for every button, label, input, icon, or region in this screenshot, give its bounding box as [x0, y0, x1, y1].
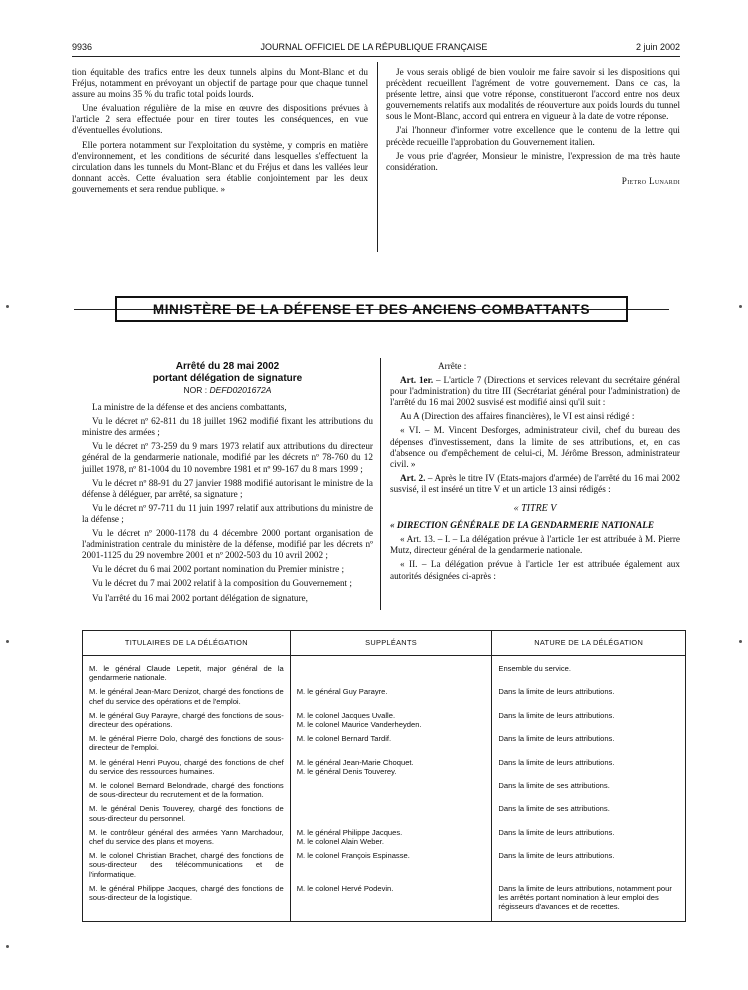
paragraph: Une évaluation régulière de la mise en œuvre des dispositions prévues à l'article 2 sera effectuée pour en tirer toutes les conséquences, en vue d'éventuelles évolutions.	[72, 103, 368, 136]
table-row	[83, 709, 686, 732]
suppleant-name: M. le colonel Bernard Tardif.	[296, 734, 392, 744]
paragraph: Je vous prie d'agréer, Monsieur le ministre, l'expression de ma très haute considération.	[386, 150, 680, 172]
cell-nature: Ensemble du service.	[492, 656, 686, 686]
paragraph: Je vous serais obligé de bien vouloir me faire savoir si les dispositions qui précèdent recueillent l'agrément de votre gouvernement. Dans ce cas, la présente lettre, ainsi que votre réponse, constitueront l'accord entre nos deux gouvernements relatifs aux modalités de réouverture aux poids lourds du tunnel sous le Mont-Blanc, accord qui entrera en vigueur à la date de votre réponse.	[386, 67, 680, 122]
header-titulaires: TITULAIRES DE LA DÉLÉGATION	[83, 631, 291, 656]
article-13-i: « Art. 13. – I. – La délégation prévue à l'article 1er est attribuée à M. Pierre Mutz, directeur général de la gendarmerie nationale.	[390, 534, 680, 556]
paragraph: Vu le décret nº 2000-1178 du 4 décembre 2000 portant organisation de l'administration centrale du ministère de la défense, modifié par les décrets nº 2001-1125 du 29 novembre 2001 et nº 2002-503 du 10 avril 2002 ;	[82, 528, 373, 561]
table-row	[83, 826, 686, 849]
paragraph: Vu le décret du 7 mai 2002 relatif à la composition du Gouvernement ;	[92, 578, 352, 589]
cell-suppleants	[290, 802, 492, 825]
cell-titulaire: M. le général Henri Puyou, chargé des fonctions de chef du service des ressources humaines.	[83, 756, 291, 779]
arrete-left-column	[82, 361, 373, 607]
cell-suppleants	[290, 756, 492, 779]
cell-suppleants	[290, 656, 492, 686]
titre-v-heading: « TITRE V	[513, 503, 557, 515]
cell-nature: Dans la limite de leurs attributions, notamment pour les arrêtés portant nomination à leur emploi des régisseurs d'avances et de recettes.	[492, 882, 686, 922]
top-left-column	[72, 67, 368, 198]
cell-titulaire: M. le général Denis Touverey, chargé des fonctions de sous-directeur du personnel.	[83, 802, 291, 825]
arrete-right-column	[390, 361, 680, 585]
top-right-column	[386, 67, 680, 187]
paragraph: Au A (Direction des affaires financières), le VI est ainsi rédigé :	[400, 411, 635, 422]
paragraph: Vu le décret nº 97-711 du 11 juin 1997 relatif aux attributions du ministre de la défense ;	[82, 502, 373, 524]
table-row	[83, 849, 686, 882]
page-number: 9936	[72, 42, 93, 52]
table-row	[83, 732, 686, 755]
cell-titulaire: M. le général Philippe Jacques, chargé des fonctions de sous-directeur de la logistique.	[83, 882, 291, 922]
cell-titulaire: M. le colonel Bernard Belondrade, chargé des fonctions de sous-directeur du recrutement et de la formation.	[83, 779, 291, 802]
cell-titulaire: M. le général Pierre Dolo, chargé des fonctions de sous-directeur de l'emploi.	[83, 732, 291, 755]
paragraph: Vu le décret nº 73-259 du 9 mars 1973 relatif aux attributions du directeur général de la gendarmerie nationale, modifié par les décrets nº 78-760 du 12 juillet 1978, nº 81-1004 du 10 novembre 1981 et nº 99-167 du 8 mars 1999 ;	[82, 441, 373, 474]
page-date: 2 juin 2002	[635, 42, 680, 52]
article-2: Art. 2. – Après le titre IV (Etats-majors d'armée) de l'arrêté du 16 mai 2002 susvisé, il est inséré un titre V et un article 13 ainsi rédigés :	[390, 472, 680, 494]
cell-suppleants	[290, 779, 492, 802]
paragraph: Vu le décret du 6 mai 2002 portant nomination du Premier ministre ;	[92, 564, 345, 575]
paragraph: Vu le décret nº 88-91 du 27 janvier 1988 modifié autorisant le ministre de la défense à déléguer, par arrêté, sa signature ;	[82, 477, 373, 499]
cell-suppleants	[290, 882, 492, 922]
signature: Pietro Lunardi	[621, 175, 680, 186]
cell-nature: Dans la limite de ses attributions.	[492, 779, 686, 802]
header-nature: NATURE DE LA DÉLÉGATION	[492, 631, 686, 656]
cell-titulaire: M. le colonel Christian Brachet, chargé des fonctions de sous-directeur des télécommunications et de l'informatique.	[83, 849, 291, 882]
suppleant-name: M. le colonel Jacques Uvalle.	[296, 710, 396, 720]
table-header-row	[83, 631, 686, 656]
ministry-title: MINISTÈRE DE LA DÉFENSE ET DES ANCIENS COMBATTANTS	[115, 296, 628, 322]
paragraph: « VI. – M. Vincent Desforges, administrateur civil, chef du bureau des dépenses d'investissement, dans la limite de ses attributions, et, en cas d'absence ou d'empêchement de celui-ci, M. Jérôme Bresson, administrateur civil. »	[390, 425, 680, 469]
cell-titulaire: M. le général Claude Lepetit, major général de la gendarmerie nationale.	[83, 656, 291, 686]
journal-title: JOURNAL OFFICIEL DE LA RÉPUBLIQUE FRANÇAISE	[260, 42, 488, 52]
cell-titulaire: M. le général Guy Parayre, chargé des fonctions de sous-directeur des opérations.	[83, 709, 291, 732]
arrete-label: Arrête :	[438, 361, 467, 371]
suppleant-name: M. le général Denis Touverey.	[296, 766, 397, 776]
cell-titulaire: M. le général Jean-Marc Denizot, chargé des fonctions de chef du service des opérations et de l'emploi.	[83, 685, 291, 708]
suppleant-name: M. le colonel Maurice Vanderheyden.	[296, 720, 422, 730]
suppleant-name: M. le général Guy Parayre.	[296, 687, 388, 697]
delegation-table	[82, 630, 686, 922]
header-suppleants: SUPPLÉANTS	[290, 631, 492, 656]
table-row	[83, 685, 686, 708]
cell-suppleants	[290, 849, 492, 882]
cell-nature: Dans la limite de leurs attributions.	[492, 849, 686, 882]
paragraph: Vu le décret nº 62-811 du 18 juillet 1962 modifié fixant les attributions du ministre des armées ;	[82, 416, 373, 438]
table-row	[83, 882, 686, 922]
suppleant-name: M. le colonel Alain Weber.	[296, 837, 384, 847]
table-row	[83, 656, 686, 686]
scan-mark	[739, 305, 742, 308]
article-13-ii: « II. – La délégation prévue à l'article 1er est attribuée également aux autorités désignées ci-après :	[390, 559, 680, 581]
arrete-title-line1: Arrêté du 28 mai 2002	[175, 361, 280, 372]
paragraph: tion équitable des trafics entre les deux tunnels alpins du Mont-Blanc et du Fréjus, notamment en prévoyant un objectif de partage pour que chaque tunnel assure au moins 35 % du trafic total poids lourds.	[72, 67, 368, 100]
cell-titulaire: M. le contrôleur général des armées Yann Marchadour, chef du service des plans et moyens.	[83, 826, 291, 849]
suppleant-name: M. le général Jean-Marie Choquet.	[296, 757, 414, 767]
table-row	[83, 802, 686, 825]
paragraph: La ministre de la défense et des anciens combattants,	[92, 402, 287, 413]
scan-mark	[739, 640, 742, 643]
cell-suppleants	[290, 685, 492, 708]
cell-nature: Dans la limite de leurs attributions.	[492, 826, 686, 849]
cell-suppleants	[290, 732, 492, 755]
table-body	[83, 656, 686, 922]
cell-nature: Dans la limite de ses attributions.	[492, 802, 686, 825]
cell-nature: Dans la limite de leurs attributions.	[492, 709, 686, 732]
cell-nature: Dans la limite de leurs attributions.	[492, 756, 686, 779]
suppleant-name: M. le général Philippe Jacques.	[296, 827, 403, 837]
scan-mark	[6, 305, 9, 308]
cell-nature: Dans la limite de leurs attributions.	[492, 685, 686, 708]
direction-heading: « DIRECTION GÉNÉRALE DE LA GENDARMERIE NATIONALE	[390, 520, 654, 531]
table-row	[83, 756, 686, 779]
suppleant-name: M. le colonel François Espinasse.	[296, 851, 410, 861]
cell-nature: Dans la limite de leurs attributions.	[492, 732, 686, 755]
arrete-title-line2: portant délégation de signature	[152, 373, 303, 384]
column-divider	[380, 358, 381, 610]
scan-mark	[6, 945, 9, 948]
column-divider	[377, 62, 378, 252]
cell-suppleants	[290, 826, 492, 849]
paragraph: J'ai l'honneur d'informer votre excellence que le contenu de la lettre qui précède recueille l'approbation du Gouvernement italien.	[386, 125, 680, 147]
suppleant-name: M. le colonel Hervé Podevin.	[296, 883, 394, 893]
paragraph: Vu l'arrêté du 16 mai 2002 portant délégation de signature,	[92, 592, 308, 603]
scan-mark	[6, 640, 9, 643]
table-row	[83, 779, 686, 802]
nor-reference: NOR : DEFD0201672A	[183, 385, 272, 395]
paragraph: Elle portera notamment sur l'exploitation du système, y compris en matière d'environnement, et les conditions de sécurité dans lesquelles s'effectuent la circulation dans les tunnels du Mont-Blanc et du Fréjus et dans les vallées leur donnant accès. Cette évaluation sera établie conjointement par les deux gouvernements et sera rendue publique. »	[72, 139, 368, 194]
cell-suppleants	[290, 709, 492, 732]
article-1: Art. 1er. – L'article 7 (Directions et services relevant du secrétaire général pour l'administration) du titre III (Secrétariat général pour l'administration) de l'arrêté du 16 mai 2002 susvisé est modifié ainsi qu'il suit :	[390, 375, 681, 408]
header-rule	[72, 56, 680, 57]
